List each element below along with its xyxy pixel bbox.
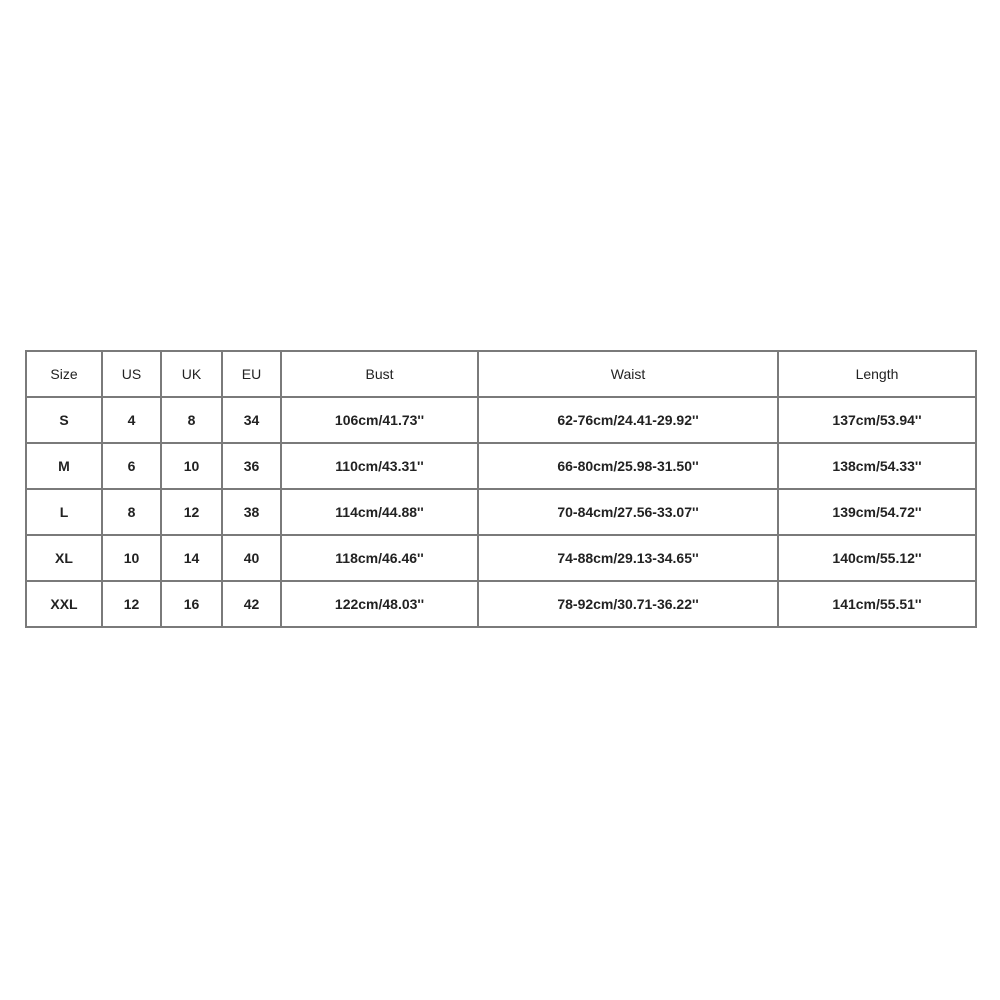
cell-uk: 14 [161, 535, 222, 581]
cell-uk: 8 [161, 397, 222, 443]
size-chart-table [25, 350, 977, 628]
header-size: Size [26, 351, 102, 397]
table-row [26, 443, 976, 489]
header-bust: Bust [281, 351, 478, 397]
cell-waist: 62-76cm/24.41-29.92'' [478, 397, 778, 443]
cell-bust: 122cm/48.03'' [281, 581, 478, 627]
cell-us: 10 [102, 535, 161, 581]
cell-waist: 78-92cm/30.71-36.22'' [478, 581, 778, 627]
cell-bust: 118cm/46.46'' [281, 535, 478, 581]
table-row [26, 489, 976, 535]
cell-length: 140cm/55.12'' [778, 535, 976, 581]
cell-size: XL [26, 535, 102, 581]
cell-us: 12 [102, 581, 161, 627]
header-us: US [102, 351, 161, 397]
table-row [26, 581, 976, 627]
cell-waist: 66-80cm/25.98-31.50'' [478, 443, 778, 489]
cell-eu: 40 [222, 535, 281, 581]
cell-us: 4 [102, 397, 161, 443]
cell-uk: 16 [161, 581, 222, 627]
cell-length: 141cm/55.51'' [778, 581, 976, 627]
cell-us: 8 [102, 489, 161, 535]
header-eu: EU [222, 351, 281, 397]
cell-length: 138cm/54.33'' [778, 443, 976, 489]
header-row [26, 351, 976, 397]
cell-uk: 12 [161, 489, 222, 535]
cell-length: 139cm/54.72'' [778, 489, 976, 535]
cell-size: S [26, 397, 102, 443]
cell-eu: 36 [222, 443, 281, 489]
header-length: Length [778, 351, 976, 397]
cell-size: L [26, 489, 102, 535]
cell-eu: 42 [222, 581, 281, 627]
cell-us: 6 [102, 443, 161, 489]
cell-length: 137cm/53.94'' [778, 397, 976, 443]
table-row [26, 535, 976, 581]
cell-eu: 38 [222, 489, 281, 535]
cell-bust: 106cm/41.73'' [281, 397, 478, 443]
header-uk: UK [161, 351, 222, 397]
cell-size: XXL [26, 581, 102, 627]
cell-bust: 114cm/44.88'' [281, 489, 478, 535]
cell-uk: 10 [161, 443, 222, 489]
header-waist: Waist [478, 351, 778, 397]
cell-bust: 110cm/43.31'' [281, 443, 478, 489]
cell-size: M [26, 443, 102, 489]
table-row [26, 397, 976, 443]
cell-waist: 74-88cm/29.13-34.65'' [478, 535, 778, 581]
cell-eu: 34 [222, 397, 281, 443]
cell-waist: 70-84cm/27.56-33.07'' [478, 489, 778, 535]
